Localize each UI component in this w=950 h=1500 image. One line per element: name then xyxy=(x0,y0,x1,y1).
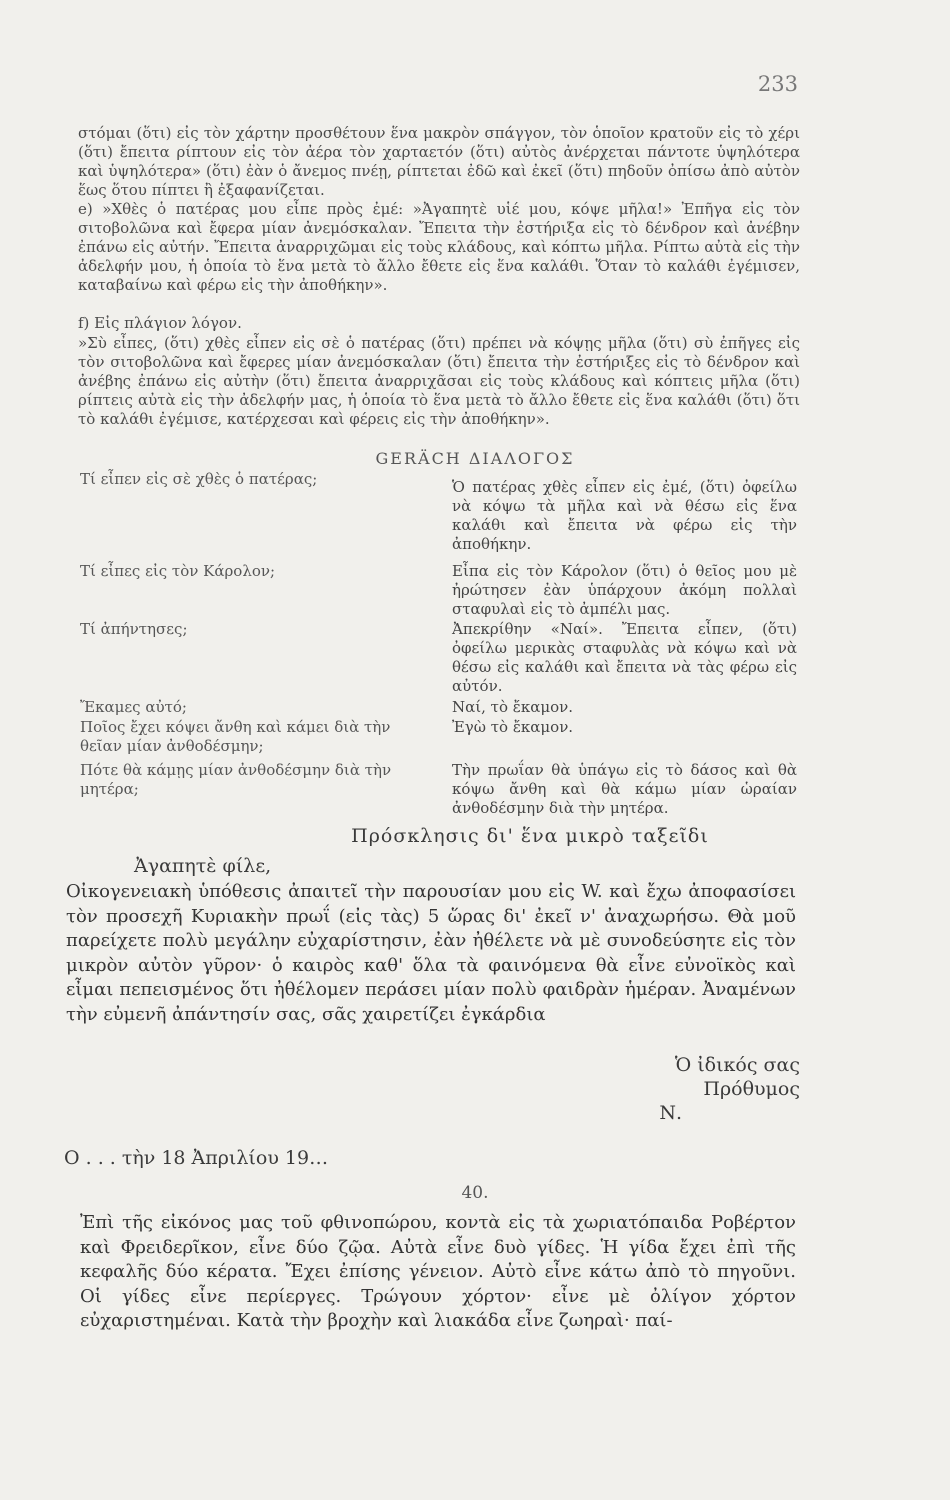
letter-body: Οἰκογενειακὴ ὑπόθεσις ἀπαιτεῖ τὴν παρουσίαν μου εἰς W. καὶ ἔχω ἀποφασίσει τὸν προσεχῆ Κυριακὴν πρωΐ (εἰς τὰς) 5 ὥρας δι' ἐκεῖ ν' ἀναχωρήσω. Θὰ μοῦ παρείχετε πολὺ μεγάλην εὐχαρίστησιν, ἐὰν ἠθέλετε νὰ μὲ συνοδεύσητε εἰς τὸν μικρὸν αὐτὸν γῦρον· ὁ καιρὸς καθ' ὅλα τὰ φαινόμενα θὰ εἶνε εὐνοϊκὸς καὶ εἶμαι πεπεισμένος ὅτι ἠθέλομεν περάσει μίαν πολὺ φαιδρὰν ἡμέραν. Ἀναμένων τὴν εὐμενῆ ἀπάντησίν σας, σᾶς χαιρετίζει ἐγκάρδια xyxy=(66,881,796,1025)
dialog-question-3: Τί ἀπήντησες; xyxy=(80,620,188,638)
dialog-question-5: Ποῖος ἔχει κόψει ἄνθη καὶ κάμει διὰ τὴν θεῖαν μίαν ἀνθοδέσμην; xyxy=(80,718,391,755)
section-number: 40. xyxy=(461,1183,489,1203)
letter-closing-1: Ὁ ἰδικός σας xyxy=(674,1054,800,1076)
dialog-question-1: Τί εἶπεν εἰς σὲ χθὲς ὁ πατέρας; xyxy=(80,470,318,488)
letter-closing-3: Ν. xyxy=(659,1102,682,1124)
paragraph-e: e) »Χθὲς ὁ πατέρας μου εἶπε πρὸς ἐμέ: »Ἀγαπητὲ υἱέ μου, κόψε μῆλα!» Ἐπῆγα εἰς τὸν σιτοβολῶνα καὶ ἔφερα μίαν ἀνεμόσκαλαν. Ἔπειτα τὴν ἐστήριξα εἰς τὸ δένδρον καὶ ἀνέβην ἐπάνω εἰς αὐτήν. Ἔπειτα ἀναρριχῶμαι εἰς τοὺς κλάδους, καὶ κόπτω μῆλα. Ρίπτω αὐτὰ εἰς τὴν ἀδελφήν μου, ἡ ὁποία τὸ ἕνα μετὰ τὸ ἄλλο ἔθετε εἰς ἕνα καλάθι. Ὅταν τὸ καλάθι ἐγέμισεν, καταβαίνω καὶ φέρω εἰς τὴν ἀποθήκην». xyxy=(78,200,800,295)
paragraph-f-body: »Σὺ εἶπες, (ὅτι) χθὲς εἶπεν εἰς σὲ ὁ πατέρας (ὅτι) πρέπει νὰ κόψῃς μῆλα (ὅτι) σὺ ἐπῆγες εἰς τὸν σιτοβολῶνα καὶ ἔφερες μίαν ἀνεμόσκαλαν (ὅτι) ἔπειτα τὴν ἐστήριξες εἰς τὸ δένδρον καὶ ἀνέβης ἐπάνω εἰς αὐτὴν (ὅτι) ἔπειτα ἀναρριχᾶσαι εἰς τοὺς κλάδους καὶ κόπτεις μῆλα (ὅτι) ρίπτεις αὐτὰ εἰς τὴν ἀδελφήν μας, ἡ ὁποία τὸ ἕνα μετὰ τὸ ἄλλο ἔθετε εἰς ἕνα καλάθι (ὅτι) ὅτι τὸ καλάθι ἐγέμισε, κατέρχεσαι καὶ φέρεις εἰς τὴν ἀποθήκην». xyxy=(78,334,800,429)
dialog-heading: GERÄCH ΔΙΑΛΟΓΟΣ xyxy=(375,449,575,468)
section-40-text: Ἐπὶ τῆς εἰκόνος μας τοῦ φθινοπώρου, κοντὰ εἰς τὰ χωριατόπαιδα Ροβέρτον καὶ Φρειδερῖκον, εἶνε δύο ζῷα. Αὐτὰ εἶνε δυὸ γίδες. Ἡ γίδα ἔχει ἐπὶ τῆς κεφαλῆς δύο κέρατα. Ἔχει ἐπίσης γένειον. Αὐτὸ εἶνε κάτω ἀπὸ τὸ πηγοῦνι. Οἱ γίδες εἶνε περίεργες. Τρώγουν χόρτον· εἶνε μὲ ὀλίγον χόρτον εὐχαριστημέναι. Κατὰ τὴν βροχὴν καὶ λιακάδα εἶνε ζωηραὶ· παί- xyxy=(80,1212,796,1332)
dialog-answer-6: Τὴν πρωΐαν θὰ ὑπάγω εἰς τὸ δάσος καὶ θὰ κόψω ἄνθη καὶ θὰ κάμω μίαν ὡραίαν ἀνθοδέσμην διὰ τὴν μητέρα. xyxy=(452,761,797,817)
dialog-answer-5: Ἐγὼ τὸ ἔκαμον. xyxy=(452,718,574,736)
dialog-question-4: Ἔκαμες αὐτό; xyxy=(80,698,187,716)
dialog-answer-3: Ἀπεκρίθην «Ναί». Ἔπειτα εἶπεν, (ὅτι) ὀφείλω μερικὰς σταφυλὰς νὰ κόψω καὶ νὰ θέσω εἰς καλάθι καὶ ἔπειτα νὰ τὰς φέρω εἰς αὐτόν. xyxy=(452,620,797,695)
paragraph-f-heading: f) Εἰς πλάγιον λόγον. xyxy=(78,314,242,332)
dialog-question-2: Τί εἶπες εἰς τὸν Κάρολον; xyxy=(80,562,276,580)
letter-date: Ο . . . τὴν 18 Ἀπριλίου 19… xyxy=(64,1147,329,1169)
dialog-answer-2: Εἶπα εἰς τὸν Κάρολον (ὅτι) ὁ θεῖος μου μὲ ἠρώτησεν ἐὰν ὑπάρχουν ἀκόμη πολλαὶ σταφυλαὶ εἰς τὸ ἀμπέλι μας. xyxy=(452,562,797,618)
letter-salutation: Ἀγαπητὲ φίλε, xyxy=(134,855,272,877)
letter-closing-2: Πρόθυμος xyxy=(703,1078,800,1100)
dialog-question-6: Πότε θὰ κάμῃς μίαν ἀνθοδέσμην διὰ τὴν μητέρα; xyxy=(80,761,392,798)
letter-title: Πρόσκλησις δι' ἕνα μικρὸ ταξεῖδι xyxy=(351,825,709,847)
paragraph-intro: στόμαι (ὅτι) εἰς τὸν χάρτην προσθέτουν ἕνα μακρὸν σπάγγον, τὸν ὁποῖον κρατοῦν εἰς τὸ χέρι (ὅτι) ἔπειτα ρίπτουν εἰς τὸν ἀέρα τὸν χαρταετόν (ὅτι) αὐτὸς ἀνέρχεται πάντοτε ὑψηλότερα καὶ ὑψηλότερα» (ὅτι) ἐὰν ὁ ἄνεμος πνέῃ, ρίπτεται ἐδῶ καὶ ἐκεῖ (ὅτι) πηδοῦν ὀπίσω ἀπὸ αὐτὸν ἕως ὅτου πίπτει ἢ ἐξαφανίζεται. xyxy=(78,124,800,200)
dialog-answer-1: Ὁ πατέρας χθὲς εἶπεν εἰς ἐμέ, (ὅτι) ὀφείλω νὰ κόψω τὰ μῆλα καὶ νὰ θέσω εἰς ἕνα καλάθι καὶ ἔπειτα νὰ φέρω εἰς τὴν ἀποθήκην. xyxy=(452,478,797,553)
dialog-answer-4: Ναί, τὸ ἔκαμον. xyxy=(452,698,573,716)
page-number: 233 xyxy=(757,72,798,96)
